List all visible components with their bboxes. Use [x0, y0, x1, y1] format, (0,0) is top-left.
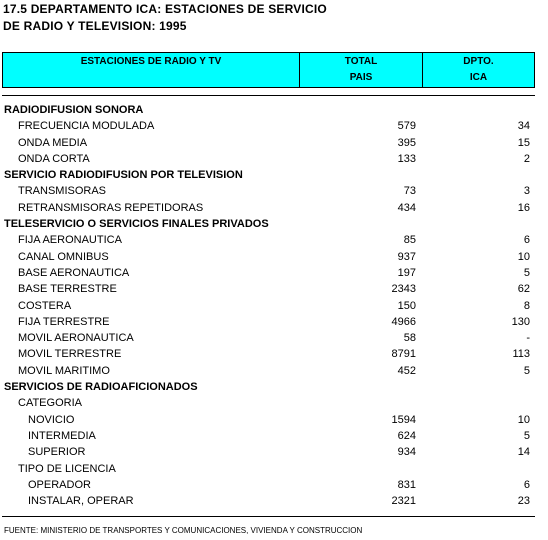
header-dpto-label: DPTO. — [463, 56, 494, 67]
table-row — [0, 151, 548, 167]
dpto-ica-value: 16 — [517, 201, 530, 214]
header-total-pais — [300, 53, 423, 87]
dpto-ica-value: 5 — [523, 364, 530, 377]
row-label: MOVIL AERONAUTICA — [18, 332, 134, 345]
table-row — [0, 493, 548, 509]
dpto-ica-value: 23 — [517, 495, 530, 508]
total-pais-value: 937 — [397, 250, 416, 263]
total-pais-value: 624 — [397, 429, 416, 442]
row-label: OPERADOR — [28, 478, 91, 491]
row-label: RETRANSMISORAS REPETIDORAS — [18, 201, 204, 214]
row-label: SERVICIO RADIODIFUSION POR TELEVISION — [4, 169, 243, 182]
table-row — [0, 232, 548, 248]
table-row — [0, 249, 548, 265]
total-pais-value: 2321 — [391, 495, 416, 508]
row-label: BASE TERRESTRE — [18, 283, 117, 296]
row-label: TIPO DE LICENCIA — [18, 462, 116, 475]
header-stations-label: ESTACIONES DE RADIO Y TV — [80, 56, 222, 67]
dpto-ica-value: 6 — [523, 234, 530, 247]
row-label: FRECUENCIA MODULADA — [18, 120, 155, 133]
row-label: SUPERIOR — [28, 446, 86, 459]
dpto-ica-value: 5 — [523, 266, 530, 279]
table-row — [0, 183, 548, 199]
total-pais-value: 58 — [403, 332, 416, 345]
dpto-ica-value: 6 — [523, 478, 530, 491]
source-note: FUENTE: MINISTERIO DE TRANSPORTES Y COMUNICACIONES, VIVIENDA Y CONSTRUCCION — [4, 526, 363, 535]
row-label: CANAL OMNIBUS — [18, 250, 109, 263]
dpto-ica-value: 5 — [523, 429, 530, 442]
table-row — [0, 444, 548, 460]
dpto-ica-value: 3 — [523, 185, 530, 198]
row-label: INTERMEDIA — [28, 429, 96, 442]
table-row — [0, 395, 548, 411]
total-pais-value: 73 — [403, 185, 416, 198]
total-pais-value: 85 — [403, 234, 416, 247]
table-row — [0, 346, 548, 362]
total-pais-value: 133 — [397, 152, 416, 165]
row-label: RADIODIFUSION SONORA — [4, 104, 144, 116]
row-label: CATEGORIA — [18, 397, 82, 410]
dpto-ica-value: 14 — [517, 446, 530, 459]
dpto-ica-value: 130 — [511, 315, 530, 328]
row-label: TRANSMISORAS — [18, 185, 107, 198]
dpto-ica-value: 34 — [517, 120, 530, 133]
dpto-ica-value: 10 — [517, 250, 530, 263]
dpto-ica-value: 113 — [512, 348, 530, 361]
dpto-ica-value: 2 — [523, 152, 530, 165]
row-label: COSTERA — [18, 299, 72, 312]
dpto-ica-value: 15 — [517, 136, 530, 149]
table-row — [0, 118, 548, 134]
section-header-row — [0, 216, 548, 232]
row-label: SERVICIOS DE RADIOAFICIONADOS — [4, 381, 198, 394]
table-title-line-2: DE RADIO Y TELEVISION: 1995 — [3, 19, 187, 33]
table-row — [0, 298, 548, 314]
dpto-ica-value: 8 — [523, 299, 530, 312]
row-label: INSTALAR, OPERAR — [28, 495, 134, 508]
row-label: MOVIL MARITIMO — [18, 364, 110, 377]
row-label: ONDA CORTA — [18, 152, 90, 165]
table-header — [2, 52, 535, 88]
section-header-row — [0, 379, 548, 395]
bottom-divider — [2, 516, 535, 517]
table-row — [0, 330, 548, 346]
header-dpto-ica — [423, 53, 534, 87]
total-pais-value: 197 — [397, 266, 416, 279]
table-row — [0, 461, 548, 477]
dpto-ica-value: - — [526, 332, 530, 345]
row-label: ONDA MEDIA — [18, 136, 88, 149]
table-row — [0, 281, 548, 297]
total-pais-value: 4966 — [391, 315, 416, 328]
section-header-row — [0, 167, 548, 183]
table-row — [0, 363, 548, 379]
table-body — [0, 102, 548, 509]
row-label: BASE AERONAUTICA — [18, 266, 130, 279]
dpto-ica-value: 10 — [517, 413, 530, 426]
section-header-row — [0, 102, 548, 118]
header-stations — [3, 53, 300, 87]
total-pais-value: 934 — [397, 446, 416, 459]
row-label: FIJA TERRESTRE — [18, 315, 110, 328]
table-row — [0, 265, 548, 281]
table-row — [0, 477, 548, 493]
table-row — [0, 200, 548, 216]
top-divider — [2, 95, 535, 96]
row-label: NOVICIO — [28, 413, 75, 426]
table-title-line-1: 17.5 DEPARTAMENTO ICA: ESTACIONES DE SERVICIO — [3, 2, 327, 16]
header-pais-label: PAIS — [349, 72, 373, 83]
dpto-ica-value: 62 — [517, 283, 530, 296]
total-pais-value: 579 — [397, 120, 416, 133]
header-ica-label: ICA — [469, 72, 488, 83]
table-row — [0, 412, 548, 428]
total-pais-value: 1594 — [391, 413, 416, 426]
total-pais-value: 395 — [397, 136, 416, 149]
table-row — [0, 135, 548, 151]
row-label: FIJA AERONAUTICA — [18, 234, 122, 247]
total-pais-value: 434 — [397, 201, 416, 214]
table-row — [0, 428, 548, 444]
total-pais-value: 831 — [397, 478, 416, 491]
row-label: TELESERVICIO O SERVICIOS FINALES PRIVADOS — [4, 218, 269, 231]
header-total-label: TOTAL — [344, 56, 378, 67]
table-row — [0, 314, 548, 330]
total-pais-value: 8791 — [391, 348, 416, 361]
total-pais-value: 452 — [397, 364, 416, 377]
total-pais-value: 150 — [397, 299, 416, 312]
total-pais-value: 2343 — [391, 283, 416, 296]
row-label: MOVIL TERRESTRE — [18, 348, 122, 361]
